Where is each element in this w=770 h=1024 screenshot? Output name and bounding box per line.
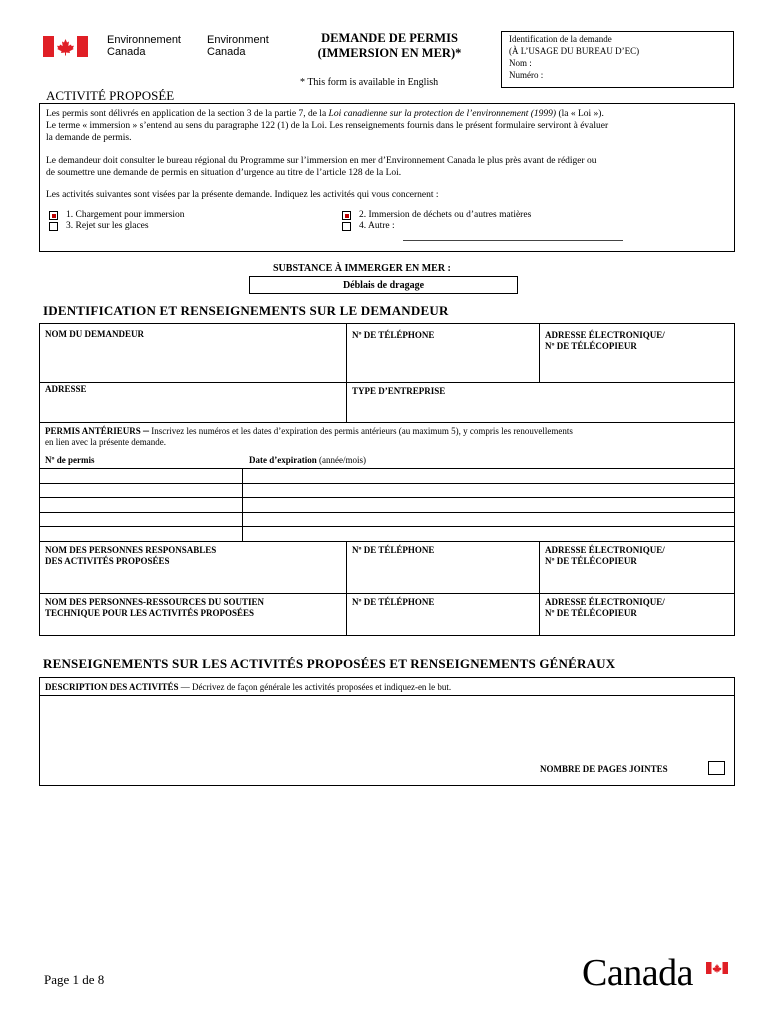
applicant-phone-label: Nº DE TÉLÉPHONE bbox=[352, 330, 435, 340]
applicant-heading: IDENTIFICATION ET RENSEIGNEMENTS SUR LE DEMANDEUR bbox=[43, 303, 449, 318]
activities-description-box bbox=[39, 677, 735, 786]
email-label-line2: Nº DE TÉLÉCOPIEUR bbox=[545, 341, 637, 351]
previous-permits-instr-2: en lien avec la présente demande. bbox=[45, 437, 166, 447]
applicant-table bbox=[39, 323, 735, 636]
previous-permits-label: PERMIS ANTÉRIEURS bbox=[45, 426, 141, 436]
activities-description-instructions bbox=[45, 682, 451, 692]
address-field[interactable] bbox=[41, 396, 345, 421]
expiry-col-header bbox=[249, 455, 366, 465]
office-box-line2: (À L’USAGE DU BUREAU D’EC) bbox=[509, 46, 640, 56]
option-other-label: 4. Autre : bbox=[359, 221, 395, 231]
support-persons-label bbox=[45, 597, 264, 619]
email-label-line2: Nº DE TÉLÉCOPIEUR bbox=[545, 556, 637, 566]
permit-row[interactable] bbox=[41, 513, 734, 525]
option-other-checkbox[interactable] bbox=[342, 222, 351, 231]
email-label-line1: ADRESSE ÉLECTRONIQUE/ bbox=[545, 545, 665, 555]
option-ice-disposal-checkbox[interactable] bbox=[49, 222, 58, 231]
permit-row[interactable] bbox=[41, 469, 734, 482]
para1-text-a: Les permis sont délivrés en application de la section 3 de la partie 7, de la bbox=[46, 109, 329, 119]
wordmark-flag-icon bbox=[706, 962, 728, 974]
option-disposal-label: 2. Immersion de déchets ou d’autres matières bbox=[359, 210, 532, 220]
email-label-line1: ADRESSE ÉLECTRONIQUE/ bbox=[545, 330, 665, 340]
applicant-phone-field[interactable] bbox=[347, 342, 538, 380]
email-label-line1: ADRESSE ÉLECTRONIQUE/ bbox=[545, 597, 665, 607]
permit-row[interactable] bbox=[41, 498, 734, 511]
address-label: ADRESSE bbox=[45, 384, 87, 394]
activities-description-field[interactable] bbox=[41, 696, 733, 756]
option-ice-disposal-label: 3. Rejet sur les glaces bbox=[66, 221, 149, 231]
english-availability-note: * This form is available in English bbox=[300, 77, 439, 88]
dept-fr-line1: Environnement bbox=[107, 34, 181, 46]
responsible-persons-label bbox=[45, 545, 216, 567]
law-title: Loi canadienne sur la protection de l’environnement (1999) bbox=[328, 109, 557, 119]
activities-description-instr: — Décrivez de façon générale les activités proposées et indiquez-en le but. bbox=[178, 682, 452, 692]
permit-row[interactable] bbox=[41, 484, 734, 496]
applicant-email-label bbox=[545, 330, 665, 352]
para1-line3: la demande de permis. bbox=[46, 133, 132, 143]
support-label-line1: NOM DES PERSONNES-RESSOURCES DU SOUTIEN bbox=[45, 597, 265, 607]
substance-value-box[interactable] bbox=[249, 276, 518, 294]
responsible-phone-label: Nº DE TÉLÉPHONE bbox=[352, 545, 435, 555]
canada-wordmark-text: Canada bbox=[582, 952, 693, 994]
option-loading-checkbox[interactable] bbox=[49, 211, 58, 220]
responsible-label-line1: NOM DES PERSONNES RESPONSABLES bbox=[45, 545, 217, 555]
activity-paragraph-3: Les activités suivantes sont visées par la présente demande. Indiquez les activités qui vous concernent : bbox=[46, 190, 439, 200]
support-label-line2: TECHNIQUE POUR LES ACTIVITÉS PROPOSÉES bbox=[45, 608, 255, 618]
substance-value: Déblais de dragage bbox=[342, 280, 425, 291]
business-type-field[interactable] bbox=[347, 396, 733, 421]
pages-attached-label: NOMBRE DE PAGES JOINTES bbox=[540, 764, 668, 774]
previous-permits-instructions bbox=[45, 425, 729, 448]
previous-permits-instr-1: Inscrivez les numéros et les dates d’expiration des permis antérieurs (au maximum 5), y compris les renouvellements bbox=[151, 426, 573, 436]
support-persons-field[interactable] bbox=[41, 620, 345, 634]
option-loading-label: 1. Chargement pour immersion bbox=[66, 210, 185, 220]
activity-heading: ACTIVITÉ PROPOSÉE bbox=[46, 88, 175, 103]
applicant-name-field[interactable] bbox=[41, 342, 345, 380]
applicant-email-field[interactable] bbox=[540, 354, 734, 380]
responsible-email-label bbox=[545, 545, 665, 567]
substance-label: SUBSTANCE À IMMERGER EN MER : bbox=[273, 263, 451, 274]
office-box-line1: Identification de la demande bbox=[509, 34, 612, 44]
responsible-persons-field[interactable] bbox=[41, 568, 345, 592]
form-title-line1: DEMANDE DE PERMIS bbox=[321, 31, 458, 45]
pages-attached-input[interactable] bbox=[708, 761, 725, 775]
department-name-en bbox=[207, 35, 269, 58]
expiry-format: (année/mois) bbox=[319, 455, 366, 465]
dept-en-line1: Environment bbox=[207, 34, 269, 46]
office-use-box bbox=[501, 31, 734, 88]
para2-line1: Le demandeur doit consulter le bureau régional du Programme sur l’immersion en mer d’Environnement Canada le plus près avant de rédiger ou bbox=[46, 156, 597, 166]
permit-number-col-header: Nº de permis bbox=[45, 455, 95, 465]
activity-paragraph-1 bbox=[46, 108, 730, 144]
permit-row[interactable] bbox=[41, 527, 734, 540]
para1-line2: Le terme « immersion » s’entend au sens du paragraphe 122 (1) de la Loi. Les renseignements fournis dans le présent formulaire serviront à évaluer bbox=[46, 121, 609, 131]
activities-description-label: DESCRIPTION DES ACTIVITÉS bbox=[45, 682, 179, 692]
page-number: Page 1 de 8 bbox=[44, 972, 105, 987]
office-box-number-field[interactable]: Numéro : bbox=[509, 70, 544, 80]
support-email-label bbox=[545, 597, 665, 619]
previous-permits-dash: – bbox=[143, 423, 150, 437]
dept-en-line2: Canada bbox=[207, 45, 246, 58]
business-type-label: TYPE D’ENTREPRISE bbox=[352, 386, 446, 396]
form-title-line2: (IMMERSION EN MER)* bbox=[317, 46, 462, 60]
para2-line2: de soumettre une demande de permis en situation d’urgence au titre de l’article 128 de la Loi. bbox=[46, 168, 402, 178]
activity-section bbox=[39, 103, 735, 252]
form-title bbox=[292, 31, 487, 61]
dept-fr-line2: Canada bbox=[107, 45, 146, 58]
option-disposal-checkbox[interactable] bbox=[342, 211, 351, 220]
expiry-label: Date d’expiration bbox=[249, 455, 317, 465]
para1-text-b: (la « Loi »). bbox=[556, 109, 604, 119]
department-name-fr bbox=[107, 35, 181, 58]
email-label-line2: Nº DE TÉLÉCOPIEUR bbox=[545, 608, 637, 618]
canada-flag-icon bbox=[43, 36, 88, 57]
office-box-name-field[interactable]: Nom : bbox=[509, 58, 532, 68]
support-phone-label: Nº DE TÉLÉPHONE bbox=[352, 597, 435, 607]
responsible-label-line2: DES ACTIVITÉS PROPOSÉES bbox=[45, 556, 170, 566]
general-info-heading: RENSEIGNEMENTS SUR LES ACTIVITÉS PROPOSÉES ET RENSEIGNEMENTS GÉNÉRAUX bbox=[43, 656, 616, 671]
canada-wordmark bbox=[582, 953, 732, 997]
option-other-input-line[interactable] bbox=[403, 240, 623, 241]
applicant-name-label: NOM DU DEMANDEUR bbox=[45, 329, 144, 339]
activity-paragraph-2 bbox=[46, 155, 730, 179]
